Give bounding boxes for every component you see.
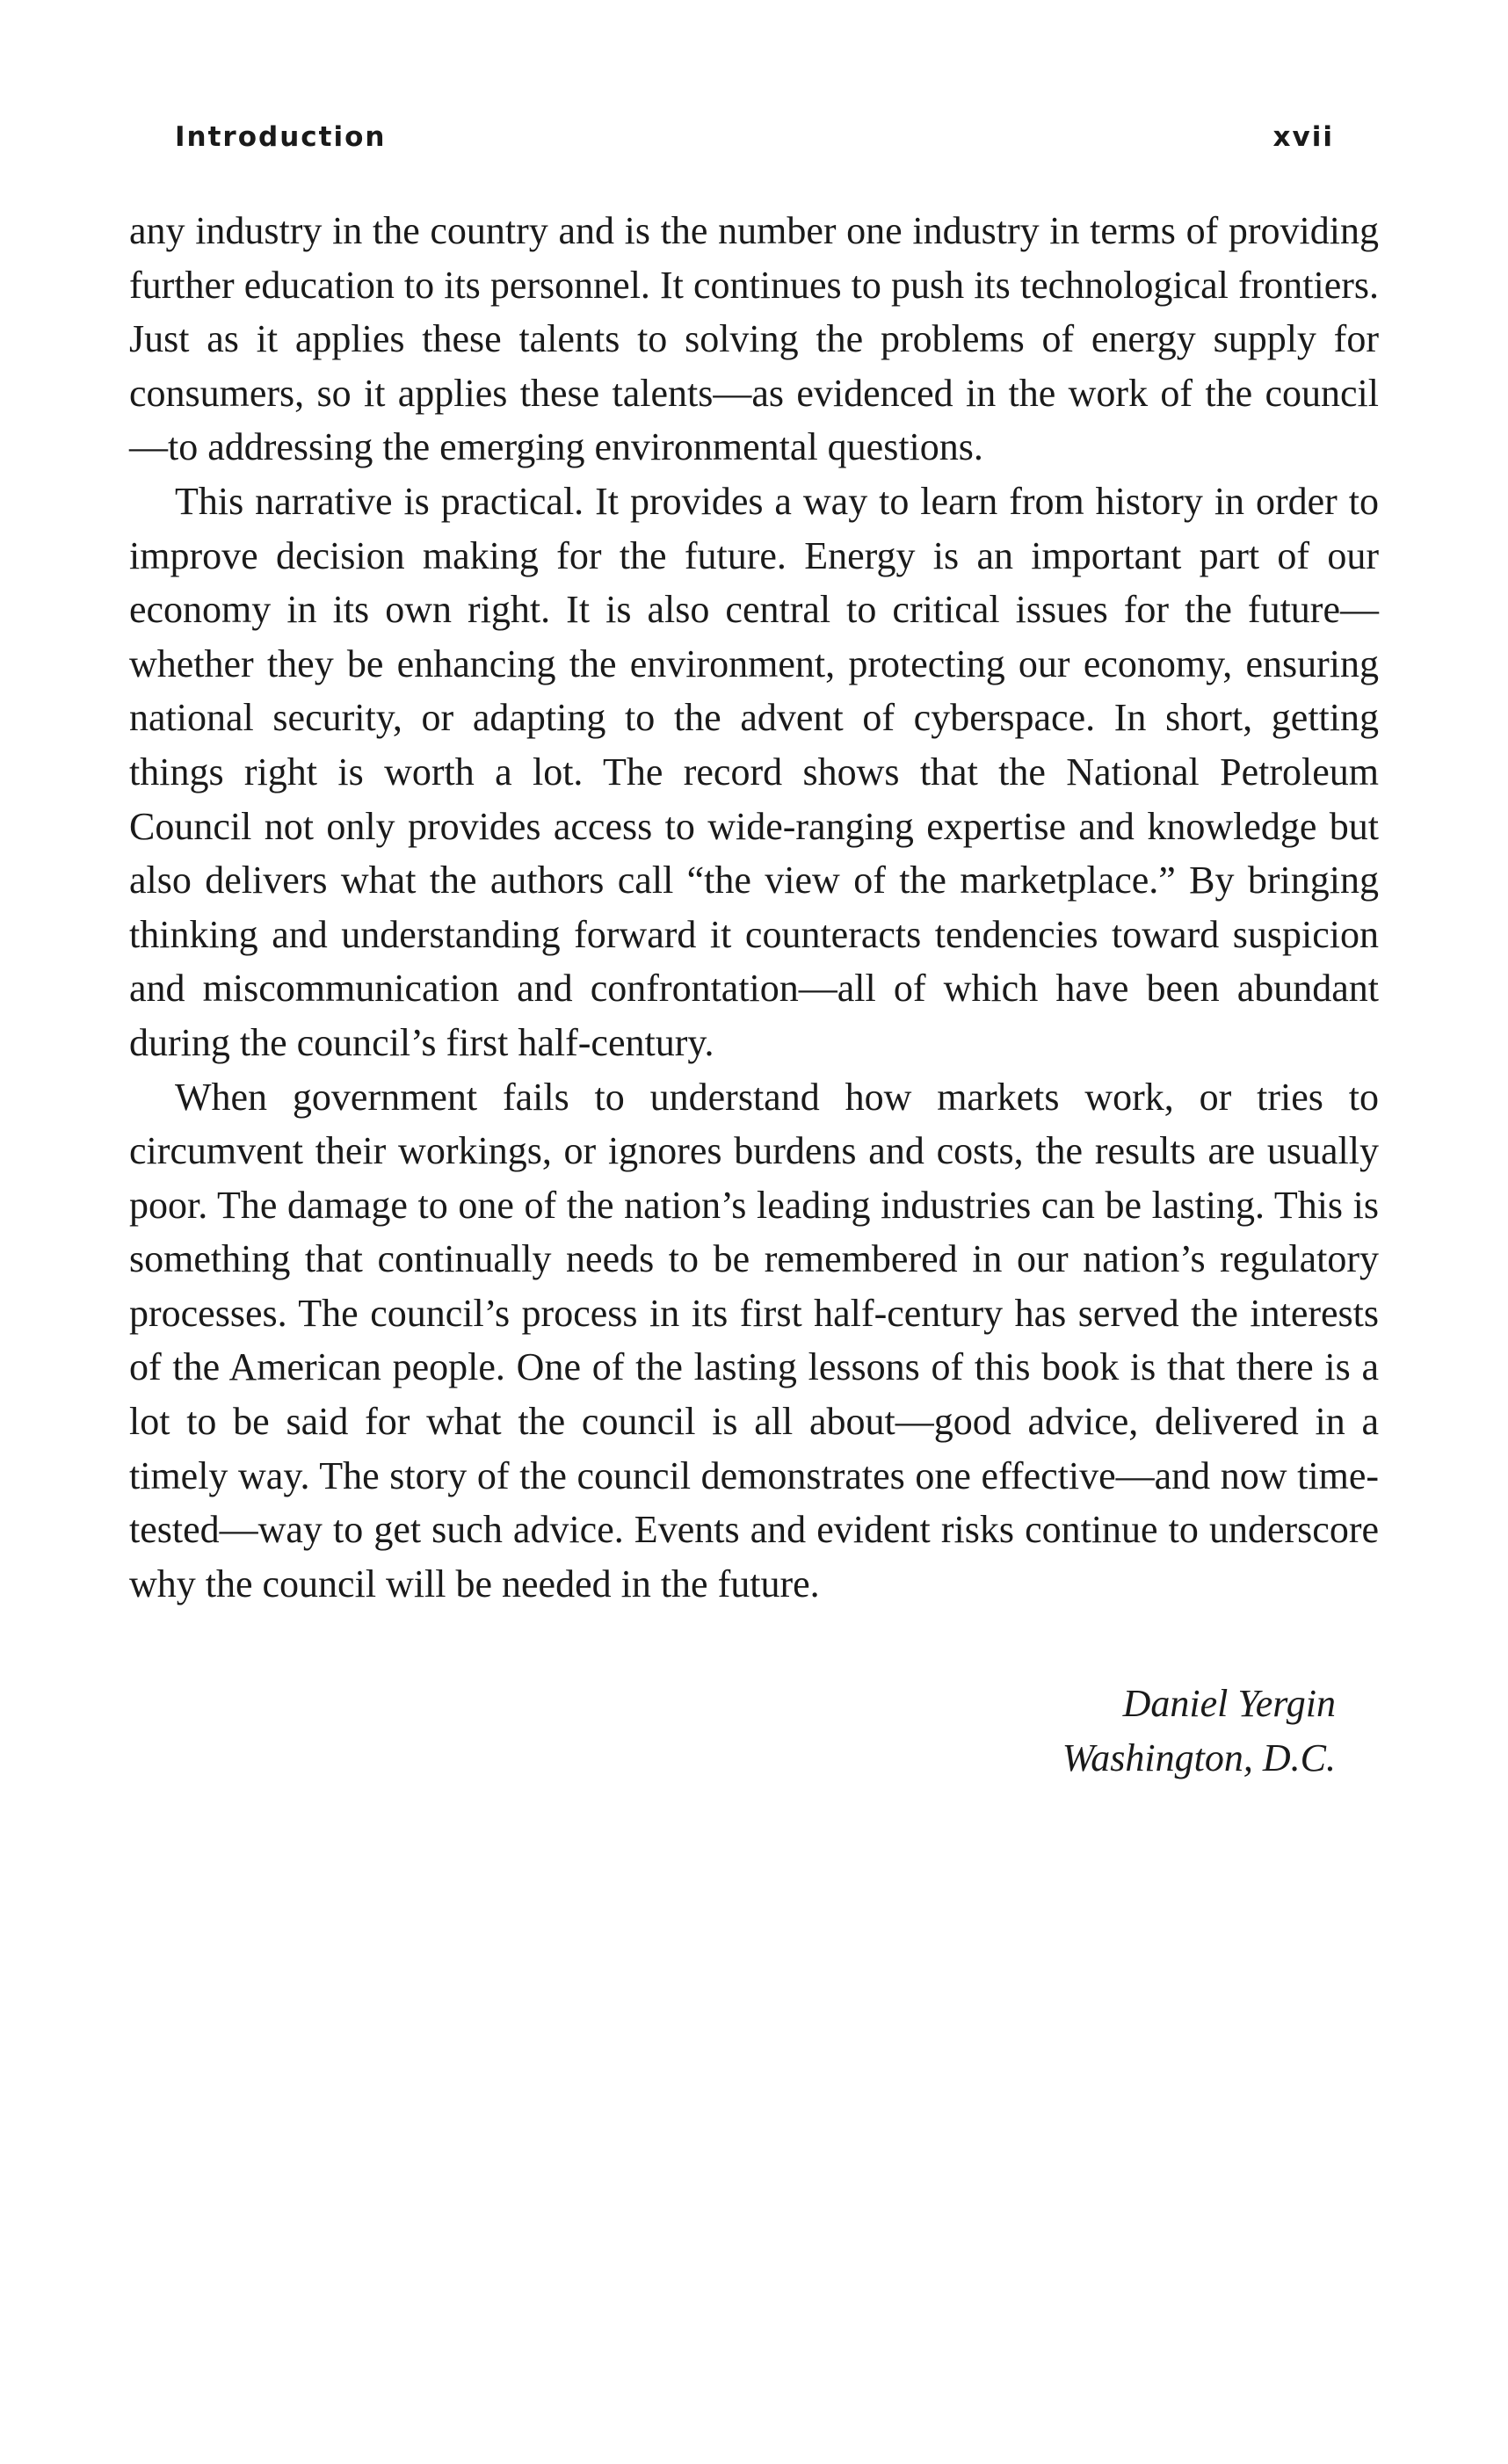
running-head-title: Introduction [175, 121, 387, 153]
signature-author: Daniel Yergin [1122, 1682, 1336, 1725]
body-text [129, 204, 1379, 1611]
signature-block [1062, 1677, 1336, 1786]
paragraph-continued: any industry in the country and is the number one industry in terms of providing further education to its personnel. It continues to push its technological frontiers. Just as it applies these talents to solving the problems of energy supply for consumers, so it applies these talents—as evidenced in the work of the council—to addressing the emerging environmental questions. [129, 209, 1379, 469]
page-number: xvii [1272, 121, 1334, 153]
paragraph: This narrative is practical. It provides a way to learn from history in order to improve decision making for the future. Energy is an important part of our economy in its own right. It is also central to critical issues for the future—whether they be enhancing the environment, protecting our economy, ensuring national security, or adapting to the advent of cyberspace. In short, getting things right is worth a lot. The record shows that the National Petroleum Council not only provides access to wide-ranging expertise and knowledge but also delivers what the authors call “the view of the marketplace.” By bringing thinking and understanding forward it counteracts tendencies toward suspicion and miscommunication and confrontation—all of which have been abundant during the council’s first half-century. [129, 479, 1379, 1064]
signature-place: Washington, D.C. [1062, 1736, 1336, 1779]
paragraph: When government fails to understand how markets work, or tries to circumvent their workings, or ignores burdens and costs, the results are usually poor. The damage to one of the nation’s leading industries can be lasting. This is something that continually needs to be remembered in our nation’s regulatory processes. The council’s process in its first half-century has served the interests of the American people. One of the lasting lessons of this book is that there is a lot to be said for what the council is all about—good advice, delivered in a timely way. The story of the council demonstrates one effective—and now time-tested—way to get such advice. Events and evident risks continue to underscore why the council will be needed in the future. [129, 1075, 1379, 1605]
